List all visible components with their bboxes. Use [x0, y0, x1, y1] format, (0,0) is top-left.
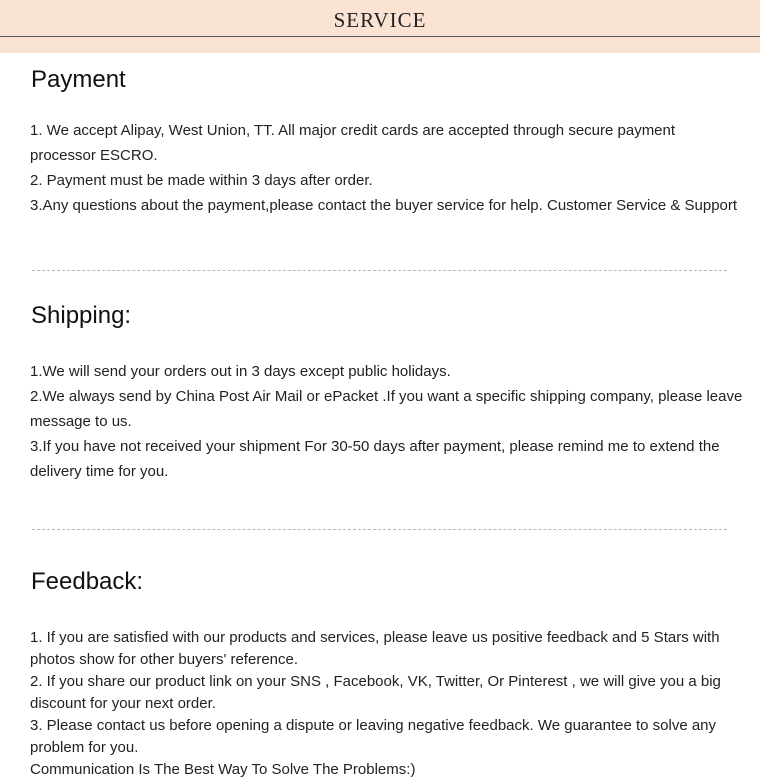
feedback-line-2: 2. If you share our product link on your SNS , Facebook, VK, Twitter, Or Pinterest , we will give you a big discount for your next order. [30, 673, 721, 712]
payment-line-1: 1. We accept Alipay, West Union, TT. All major credit cards are accepted through secure payment processor ESCRO. [30, 122, 676, 164]
banner-rule [0, 36, 760, 37]
shipping-section [30, 359, 745, 484]
payment-heading: Payment [31, 66, 126, 93]
feedback-heading: Feedback: [31, 568, 144, 595]
shipping-heading: Shipping: [31, 302, 132, 329]
service-banner [0, 0, 760, 53]
feedback-section [30, 627, 745, 781]
banner-title: SERVICE [333, 8, 427, 32]
feedback-line-1: 1. If you are satisfied with our products and services, please leave us positive feedback and 5 Stars with photos show for other buyers' reference. [30, 629, 720, 668]
section-divider [32, 529, 727, 530]
shipping-line-1: 1.We will send your orders out in 3 days except public holidays. [30, 363, 451, 380]
shipping-line-3: 3.If you have not received your shipment For 30-50 days after payment, please remind me to extend the delivery time for you. [30, 438, 720, 480]
feedback-closing-line: Communication Is The Best Way To Solve The Problems:) [30, 761, 416, 778]
payment-line-3: 3.Any questions about the payment,please contact the buyer service for help. Customer Service & Support [30, 197, 738, 214]
payment-section [30, 118, 745, 218]
feedback-line-3: 3. Please contact us before opening a dispute or leaving negative feedback. We guarantee to solve any problem for you. [30, 717, 717, 756]
shipping-line-2: 2.We always send by China Post Air Mail or ePacket .If you want a specific shipping company, please leave message to us. [30, 388, 743, 430]
payment-line-2: 2. Payment must be made within 3 days after order. [30, 172, 373, 189]
section-divider [32, 270, 727, 271]
